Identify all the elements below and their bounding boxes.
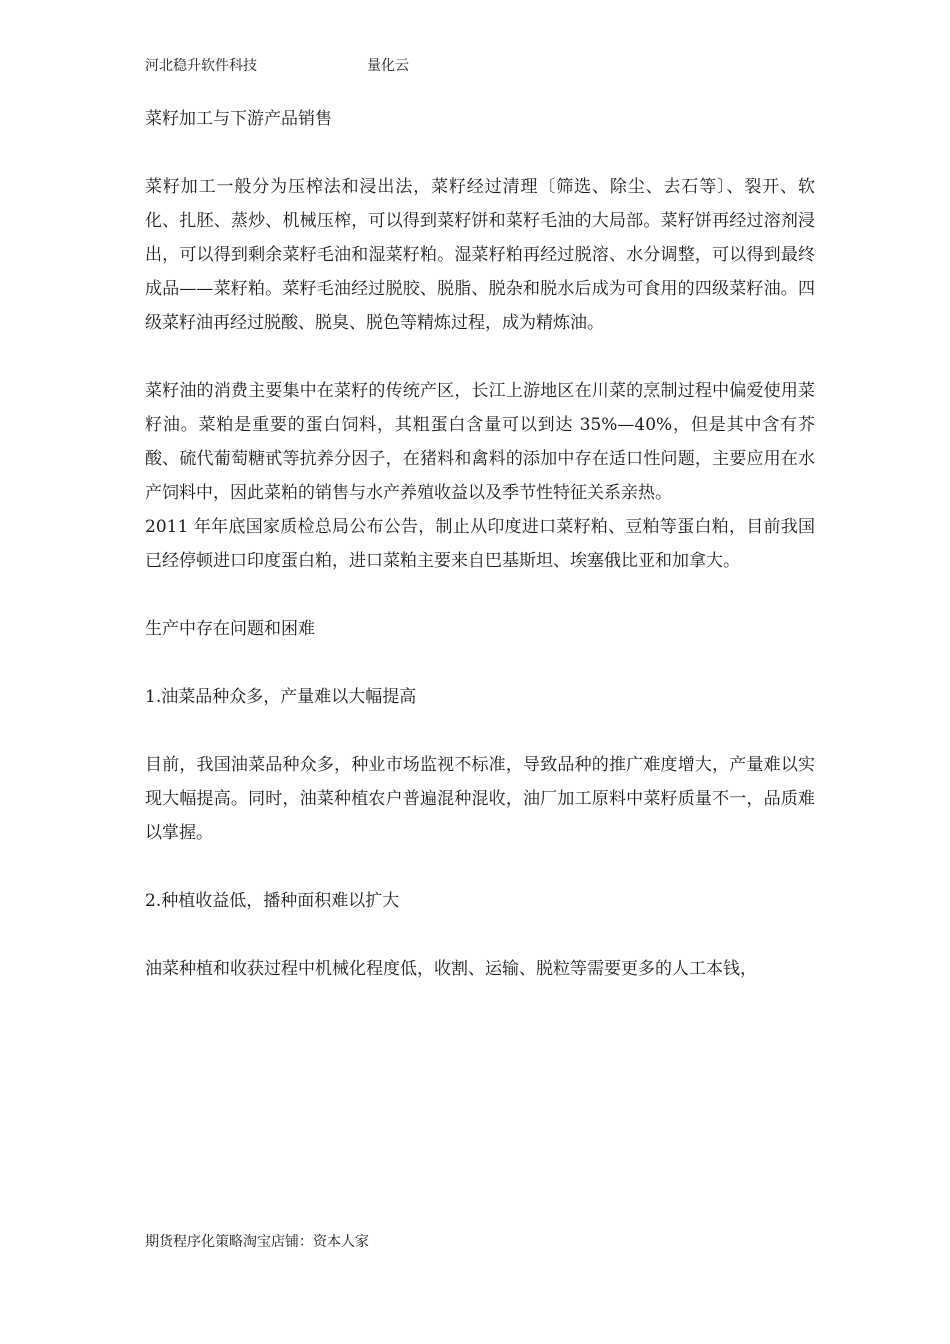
spacer xyxy=(145,850,815,884)
section-title-problems: 生产中存在问题和困难 xyxy=(145,619,315,639)
spacer xyxy=(145,340,815,374)
problem-2-text: 油菜种植和收获过程中机械化程度低，收割、运输、脱粒等需要更多的人工本钱， xyxy=(145,959,757,979)
page-footer: 期货程序化策略淘宝店铺：资本人家 xyxy=(145,1234,369,1250)
spacer xyxy=(145,714,815,748)
spacer xyxy=(145,136,815,170)
section-title-processing: 菜籽加工与下游产品销售 xyxy=(145,109,332,129)
header-company: 河北稳升软件科技 xyxy=(145,58,257,74)
problem-1-text: 目前，我国油菜品种众多，种业市场监视不标准，导致品种的推广难度增大，产量难以实现大幅提高。同时，油菜种植农户普遍混种混收，油厂加工原料中菜籽质量不一，品质难以掌握。 xyxy=(145,755,815,843)
spacer xyxy=(145,578,815,612)
header-product: 量化云 xyxy=(367,58,409,74)
spacer xyxy=(145,918,815,952)
paragraph-consumption: 菜籽油的消费主要集中在菜籽的传统产区，长江上游地区在川菜的烹制过程中偏爱使用菜籽油。菜粕是重要的蛋白饲料，其粗蛋白含量可以到达 35%—40%，但是其中含有芥酸、硫代葡萄糖甙等抗养分因子，在猪料和禽料的添加中存在适口性问题，主要应用在水产饲料中，因此菜粕的销售与水产养殖收益以及季节性特征关系亲热。 xyxy=(145,381,815,503)
problem-2-title: 2.种植收益低，播种面积难以扩大 xyxy=(145,891,400,911)
document-body xyxy=(145,102,815,986)
problem-1-title: 1.油菜品种众多，产量难以大幅提高 xyxy=(145,687,417,707)
paragraph-import-ban: 2011 年年底国家质检总局公布公告，制止从印度进口菜籽粕、豆粕等蛋白粕，目前我国已经停顿进口印度蛋白粕，进口菜粕主要来自巴基斯坦、埃塞俄比亚和加拿大。 xyxy=(145,517,815,571)
paragraph-processing-methods: 菜籽加工一般分为压榨法和浸出法，菜籽经过清理〔筛选、除尘、去石等〕、裂开、软化、扎胚、蒸炒、机械压榨，可以得到菜籽饼和菜籽毛油的大局部。菜籽饼再经过溶剂浸出，可以得到剩余菜籽毛油和湿菜籽粕。湿菜籽粕再经过脱溶、水分调整，可以得到最终成品——菜籽粕。菜籽毛油经过脱胶、脱脂、脱杂和脱水后成为可食用的四级菜籽油。四级菜籽油再经过脱酸、脱臭、脱色等精炼过程，成为精炼油。 xyxy=(145,177,815,333)
spacer xyxy=(145,646,815,680)
